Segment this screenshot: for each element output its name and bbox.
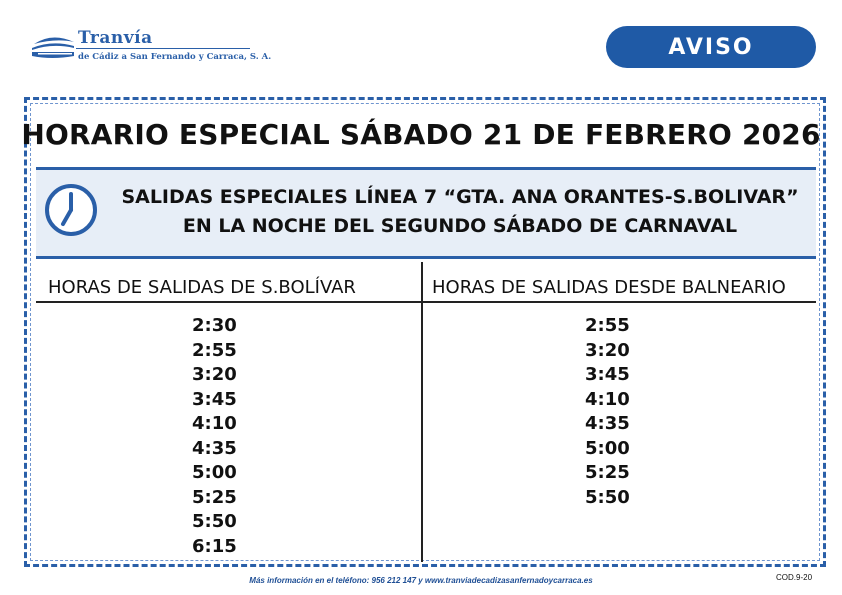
footer-info: Más información en el teléfono: 956 212 147 y www.tranviadecadizasanfernadoycarraca.es — [249, 576, 593, 585]
page-title: HORARIO ESPECIAL SÁBADO 21 DE FEBRERO 2026 — [21, 118, 821, 151]
banner-line-2: EN LA NOCHE DEL SEGUNDO SÁBADO DE CARNAVAL — [182, 215, 738, 237]
banner-line-1: SALIDAS ESPECIALES LÍNEA 7 “GTA. ANA ORANTES-S.BOLIVAR” — [121, 186, 799, 208]
banner — [36, 170, 816, 256]
right-times-list — [585, 314, 630, 510]
departure-time: 5:25 — [192, 486, 237, 508]
departure-time: 5:50 — [192, 511, 237, 532]
departure-time: 5:50 — [585, 486, 630, 508]
departure-time: 2:55 — [585, 315, 630, 336]
left-column-heading: HORAS DE SALIDAS DE S.BOLÍVAR — [48, 277, 356, 298]
departure-time: 4:35 — [585, 413, 630, 434]
logo-subtitle: de Cádiz a San Fernando y Carraca, S. A. — [78, 52, 272, 62]
departure-time: 3:45 — [192, 388, 237, 410]
departure-time: 3:45 — [585, 364, 630, 385]
departure-time: 2:30 — [192, 315, 237, 336]
logo-divider — [76, 48, 250, 49]
clock-icon — [43, 182, 99, 238]
right-heading-rule — [423, 301, 816, 303]
departure-time: 4:10 — [192, 413, 237, 434]
departure-time: 3:20 — [192, 364, 237, 385]
logo-title: Tranvía — [78, 28, 153, 48]
column-divider — [421, 262, 423, 562]
departure-time: 6:15 — [192, 535, 237, 557]
departure-time: 5:00 — [192, 462, 237, 483]
left-times-list — [192, 314, 237, 559]
departure-time: 2:55 — [192, 339, 237, 361]
departure-time: 5:25 — [585, 462, 630, 483]
notice-badge: AVISO — [606, 26, 816, 68]
right-column-heading: HORAS DE SALIDAS DESDE BALNEARIO — [432, 277, 786, 298]
departure-time: 4:10 — [585, 388, 630, 410]
document-code: COD.9-20 — [776, 573, 813, 582]
company-logo — [30, 28, 272, 68]
departure-time: 5:00 — [585, 437, 630, 459]
banner-bottom-rule — [36, 256, 816, 259]
tram-logo-icon — [30, 30, 78, 60]
departure-time: 3:20 — [585, 339, 630, 361]
departure-time: 4:35 — [192, 437, 237, 459]
left-heading-rule — [36, 301, 421, 303]
